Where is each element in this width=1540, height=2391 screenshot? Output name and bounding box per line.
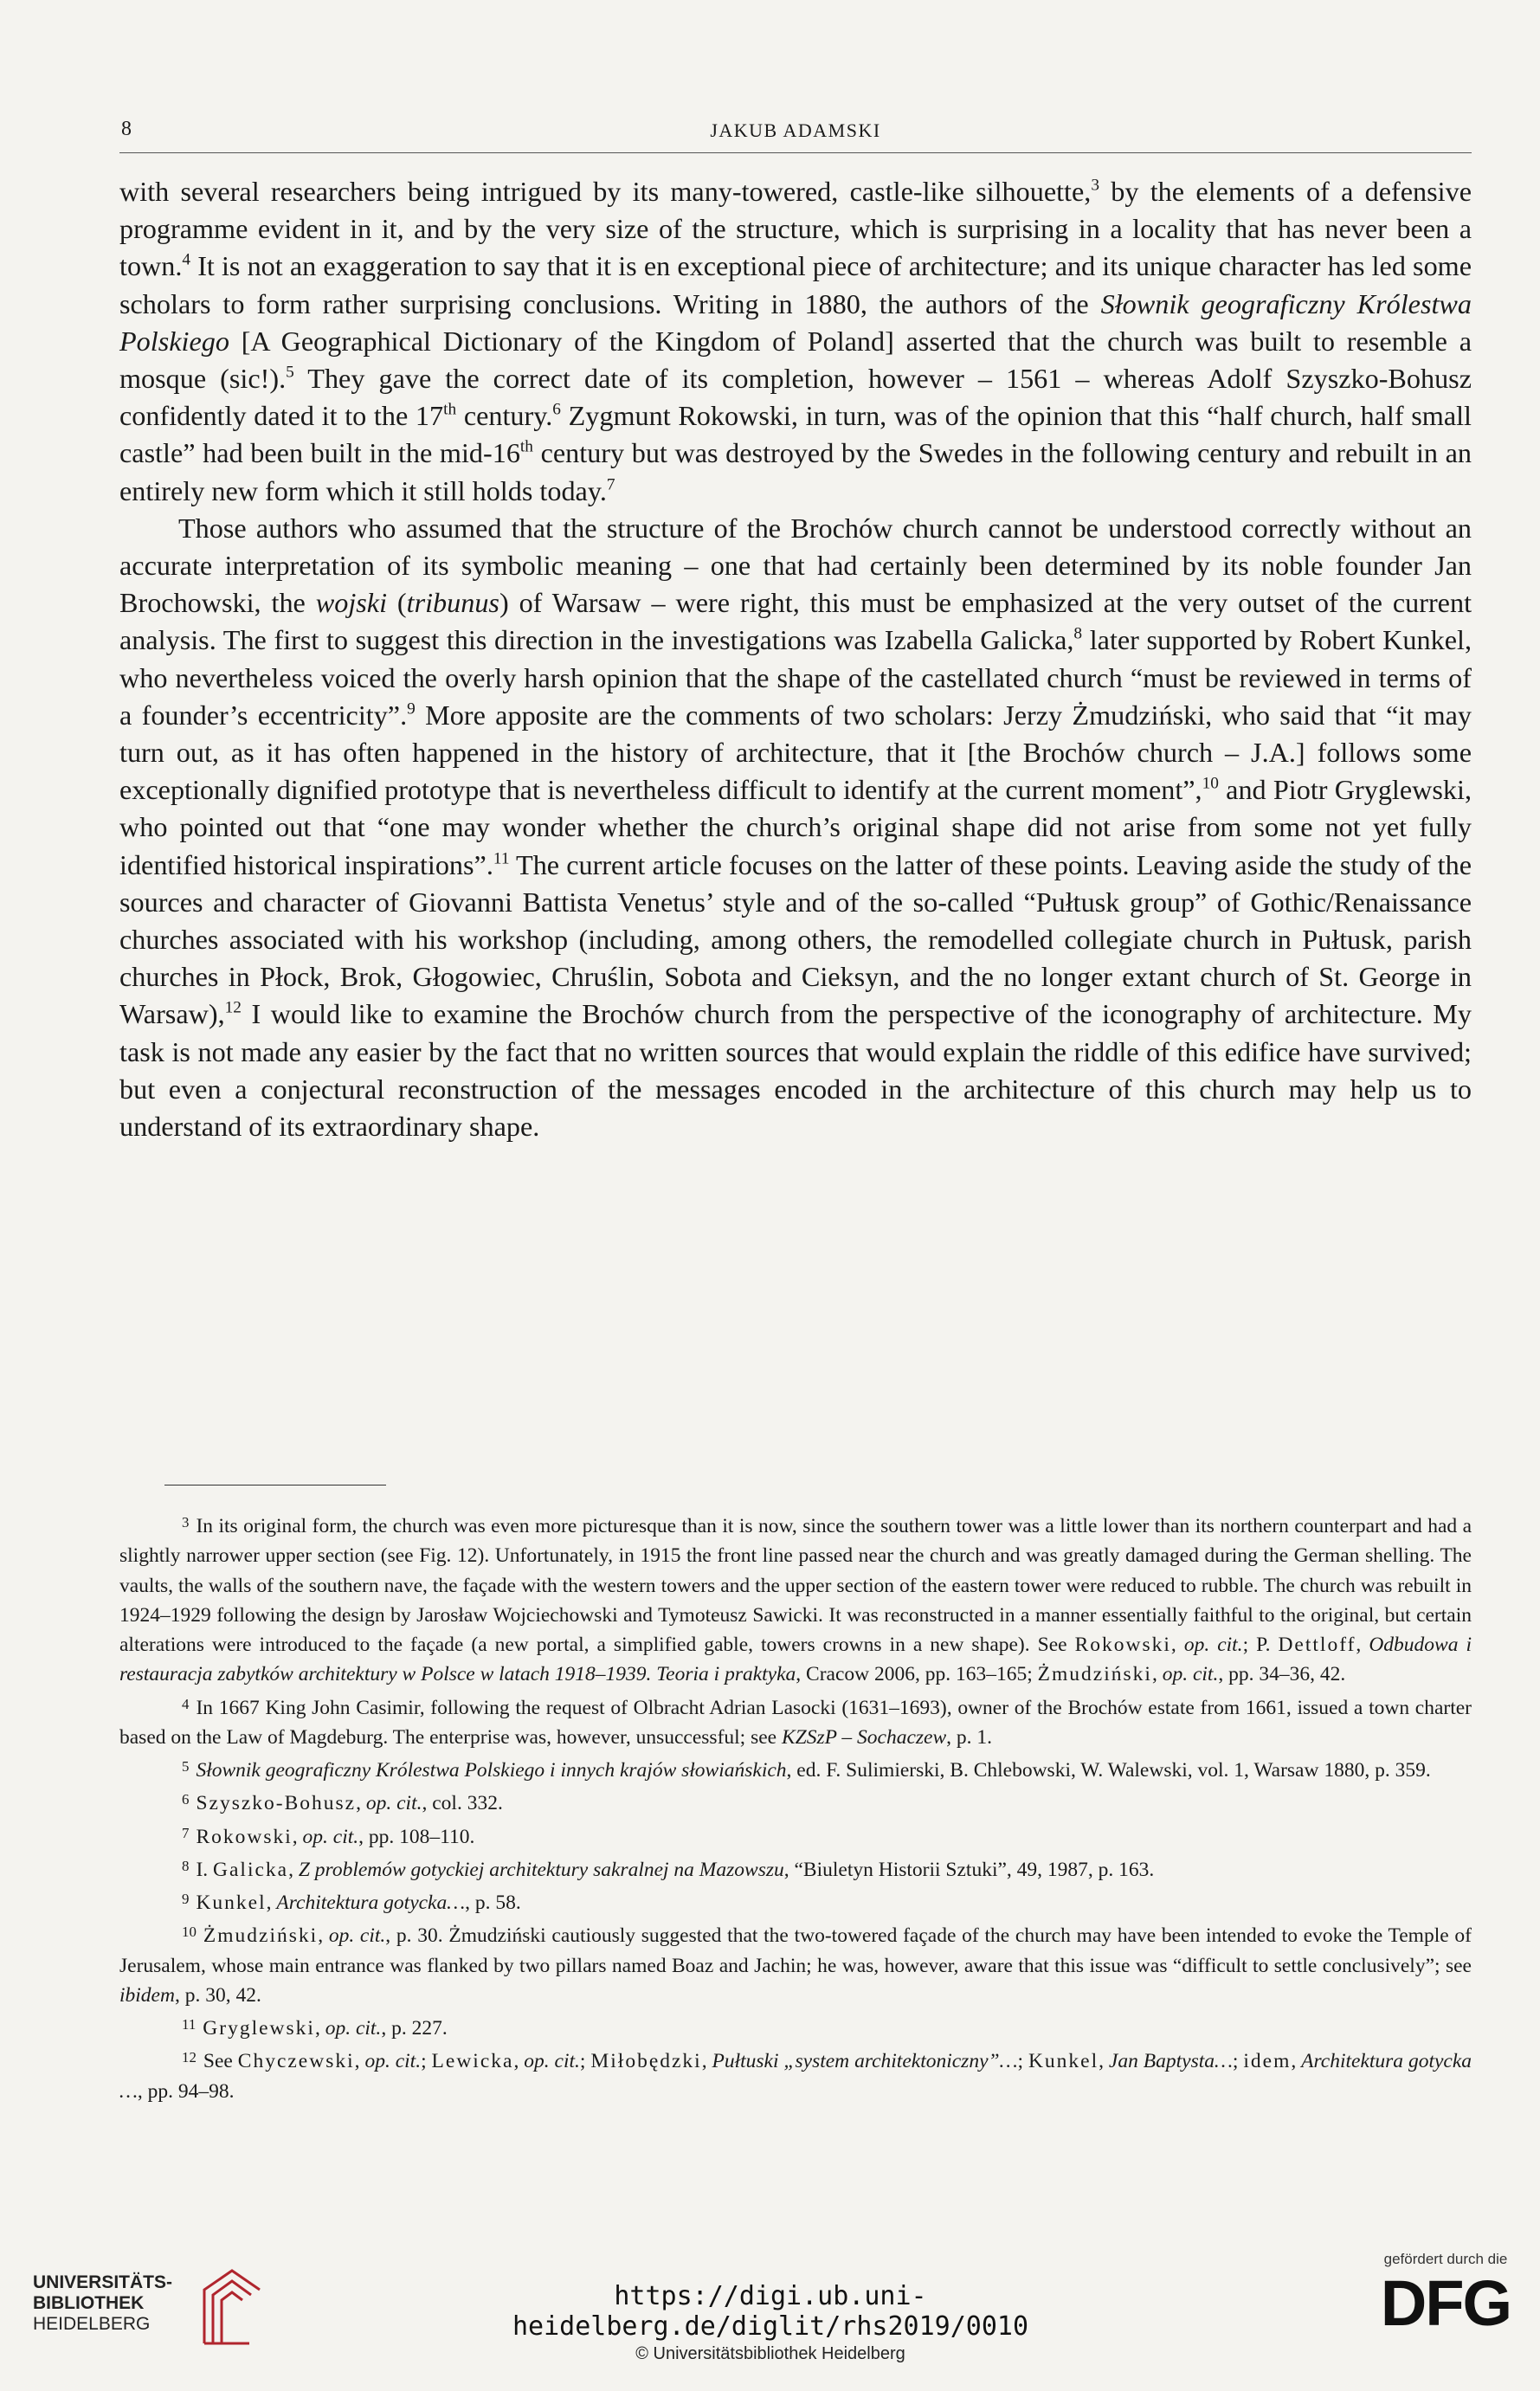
footnote-9: $^9$ Kunkel, Architektura gotycka…, p. 58.: [182, 1891, 521, 1915]
footnote-6: $^6$ Szyszko-Bohusz, op. cit., col. 332.: [182, 1791, 503, 1815]
footnote-12: $^{12}$ See Chyczewski, op. cit.; Lewicka, op. cit.; Miłobędzki, Pułtuski „system architektoniczny”…; Kunkel, Jan Baptysta…; idem, Architektura gotycka …, pp. 94–98.: [119, 2049, 1472, 2103]
library-name-line-3: HEIDELBERG: [33, 2314, 151, 2334]
footnote-5: $^5$ Słownik geograficzny Królestwa Polskiego i innych krajów słowiańskich, ed. F. Sulimierski, B. Chlebowski, W. Walewski, vol. 1, Warsaw 1880, p. 359.: [182, 1758, 1431, 1782]
footnote-ref-7[interactable]: 7: [606, 475, 615, 494]
footnote-ref-8[interactable]: 8: [1073, 624, 1083, 643]
library-name-line-2: BIBLIOTHEK: [33, 2293, 145, 2313]
footnote-10: $^{10}$ Żmudziński, op. cit., p. 30. Żmudziński cautiously suggested that the two-towered façade of the church may have been intended to evoke the Temple of Jerusalem, whose main entrance was flanked by two pillars named Boaz and Jachin; he was, however, aware that this issue was “difficult to settle conclusively”; see ibidem, p. 30, 42.: [119, 1924, 1472, 2007]
footnote-4: $^4$ In 1667 King John Casimir, following the request of Olbracht Adrian Lasocki (1631–1693), owner of the Brochów estate from 1661, issued a town charter based on the Law of Magdeburg. The enterprise was, however, unsuccessful; see KZSzP – Sochaczew, p. 1.: [119, 1695, 1472, 1749]
footnote-7: $^7$ Rokowski, op. cit., pp. 108–110.: [182, 1824, 475, 1848]
footnote-11: $^{11}$ Gryglewski, op. cit., p. 227.: [182, 2016, 448, 2040]
page-header: [119, 114, 1472, 153]
footnote-3: $^3$ In its original form, the church was even more picturesque than it is now, since the southern tower was a little lower than its northern counterpart and had a slightly narrower upper section (see Fig. 12). Unfortunately, in 1915 the front line passed near the church and was greatly damaged during the German shelling. The vaults, the walls of the southern nave, the façade with the western towers and the upper section of the eastern tower were reduced to rubble. The church was rebuilt in 1924–1929 following the design by Jarosław Wojciechowski and Tymoteusz Sawicki. It was reconstructed in a manner essentially faithful to the original, but certain alterations were introduced to the façade (a new portal, a simplified gable, towers crowns in a new shape). See Rokowski, op. cit.; P. Dettloff, Odbudowa i restauracja zabytków architektury w Polsce w latach 1918–1939. Teoria i praktyka, Cracow 2006, pp. 163–165; Żmudziński, op. cit., pp. 34–36, 42.: [119, 1514, 1472, 1686]
main-text: [119, 173, 1472, 1145]
library-logo[interactable]: [33, 2264, 293, 2350]
footnote-ref-9[interactable]: 9: [407, 699, 416, 719]
footnote-ref-3[interactable]: 3: [1091, 176, 1099, 195]
footnote-8: $^8$ I. Galicka, Z problemów gotyckiej architektury sakralnej na Mazowszu, “Biuletyn Historii Sztuki”, 49, 1987, p. 163.: [182, 1857, 1155, 1881]
footnote-ref-10[interactable]: 10: [1202, 774, 1219, 793]
footnotes: [119, 1508, 1472, 2106]
funding-caption: gefördert durch die: [1383, 2251, 1508, 2267]
footnote-separator: [164, 1485, 386, 1486]
funder-block: [1368, 2251, 1524, 2355]
page-number: 8: [121, 118, 132, 140]
dfg-logo[interactable]: DFG: [1380, 2267, 1511, 2339]
footnote-ref-11[interactable]: 11: [493, 849, 510, 868]
copyright-notice: © Universitätsbibliothek Heidelberg: [635, 2344, 905, 2363]
paragraph-1: with several researchers being intrigued by its many-towered, castle-like silhouette,$^3$ by the elements of a defensive programme evident in it, and by the very size of the structure, which is surprising in a locality that has never been a town.$^4$ It is not an exaggeration to say that it is en exceptional piece of architecture; and its unique character has led some scholars to form rather surprising conclusions. Writing in 1880, the authors of the Słownik geograficzny Królestwa Polskiego [A Geographical Dictionary of the Kingdom of Poland] asserted that the church was built to resemble a mosque (sic!).$^5$ They gave the correct date of its completion, however – 1561 – whereas Adolf Szyszko-Bohusz confidently dated it to the 17th century.$^6$ Zygmunt Rokowski, in turn, was of the opinion that this “half church, half small castle” had been built in the mid-16th century but was destroyed by the Swedes in the following century and rebuilt in an entirely new form which it still holds today.$^7$: [119, 176, 1472, 506]
permalink[interactable]: https://digi.ub.uni-heidelberg.de/diglit/rhs2019/0010: [512, 2281, 1029, 2342]
library-emblem-icon: [197, 2264, 267, 2350]
paragraph-2: Those authors who assumed that the structure of the Brochów church cannot be understood correctly without an accurate interpretation of its symbolic meaning – one that had certainly been determined by its noble founder Jan Brochowski, the wojski (tribunus) of Warsaw – were right, this must be emphasized at the very outset of the current analysis. The first to suggest this direction in the investigations was Izabella Galicka,$^8$ later supported by Robert Kunkel, who nevertheless voiced the overly harsh opinion that the shape of the castellated church “must be reviewed in terms of a founder’s eccentricity”.$^9$ More apposite are the comments of two scholars: Jerzy Żmudziński, who said that “it may turn out, as it has often happened in the history of architecture, that it [the Brochów church – J.A.] follows some exceptionally dignified prototype that is nevertheless difficult to identify at the current moment”,$^{10}$ and Piotr Gryglewski, who pointed out that “one may wonder whether the church’s original shape did not arise from some not yet fully identified historical inspirations”.$^{11}$ The current article focuses on the latter of these points. Leaving aside the study of the sources and character of Giovanni Battista Venetus’ style and of the so-called “Pułtusk group” of Gothic/Renaissance churches associated with his workshop (including, among others, the remodelled collegiate church in Pułtusk, parish churches in Płock, Brok, Głogowiec, Chruślin, Sobota and Cieksyn, and the no longer extant church of St. George in Warsaw),$^{12}$ I would like to examine the Brochów church from the perspective of the iconography of architecture. My task is not made any easier by the fact that no written sources that would explain the riddle of this edifice have survived; but even a conjectural reconstruction of the messages encoded in the architecture of this church may help us to understand of its extraordinary shape.: [119, 512, 1472, 1143]
running-head: JAKUB ADAMSKI: [710, 119, 881, 141]
footnote-ref-6[interactable]: 6: [552, 400, 561, 419]
footnote-ref-4[interactable]: 4: [182, 250, 191, 269]
library-name-line-1: UNIVERSITÄTS-: [33, 2272, 173, 2292]
footnote-ref-5[interactable]: 5: [286, 363, 294, 382]
footnote-ref-12[interactable]: 12: [224, 998, 242, 1017]
